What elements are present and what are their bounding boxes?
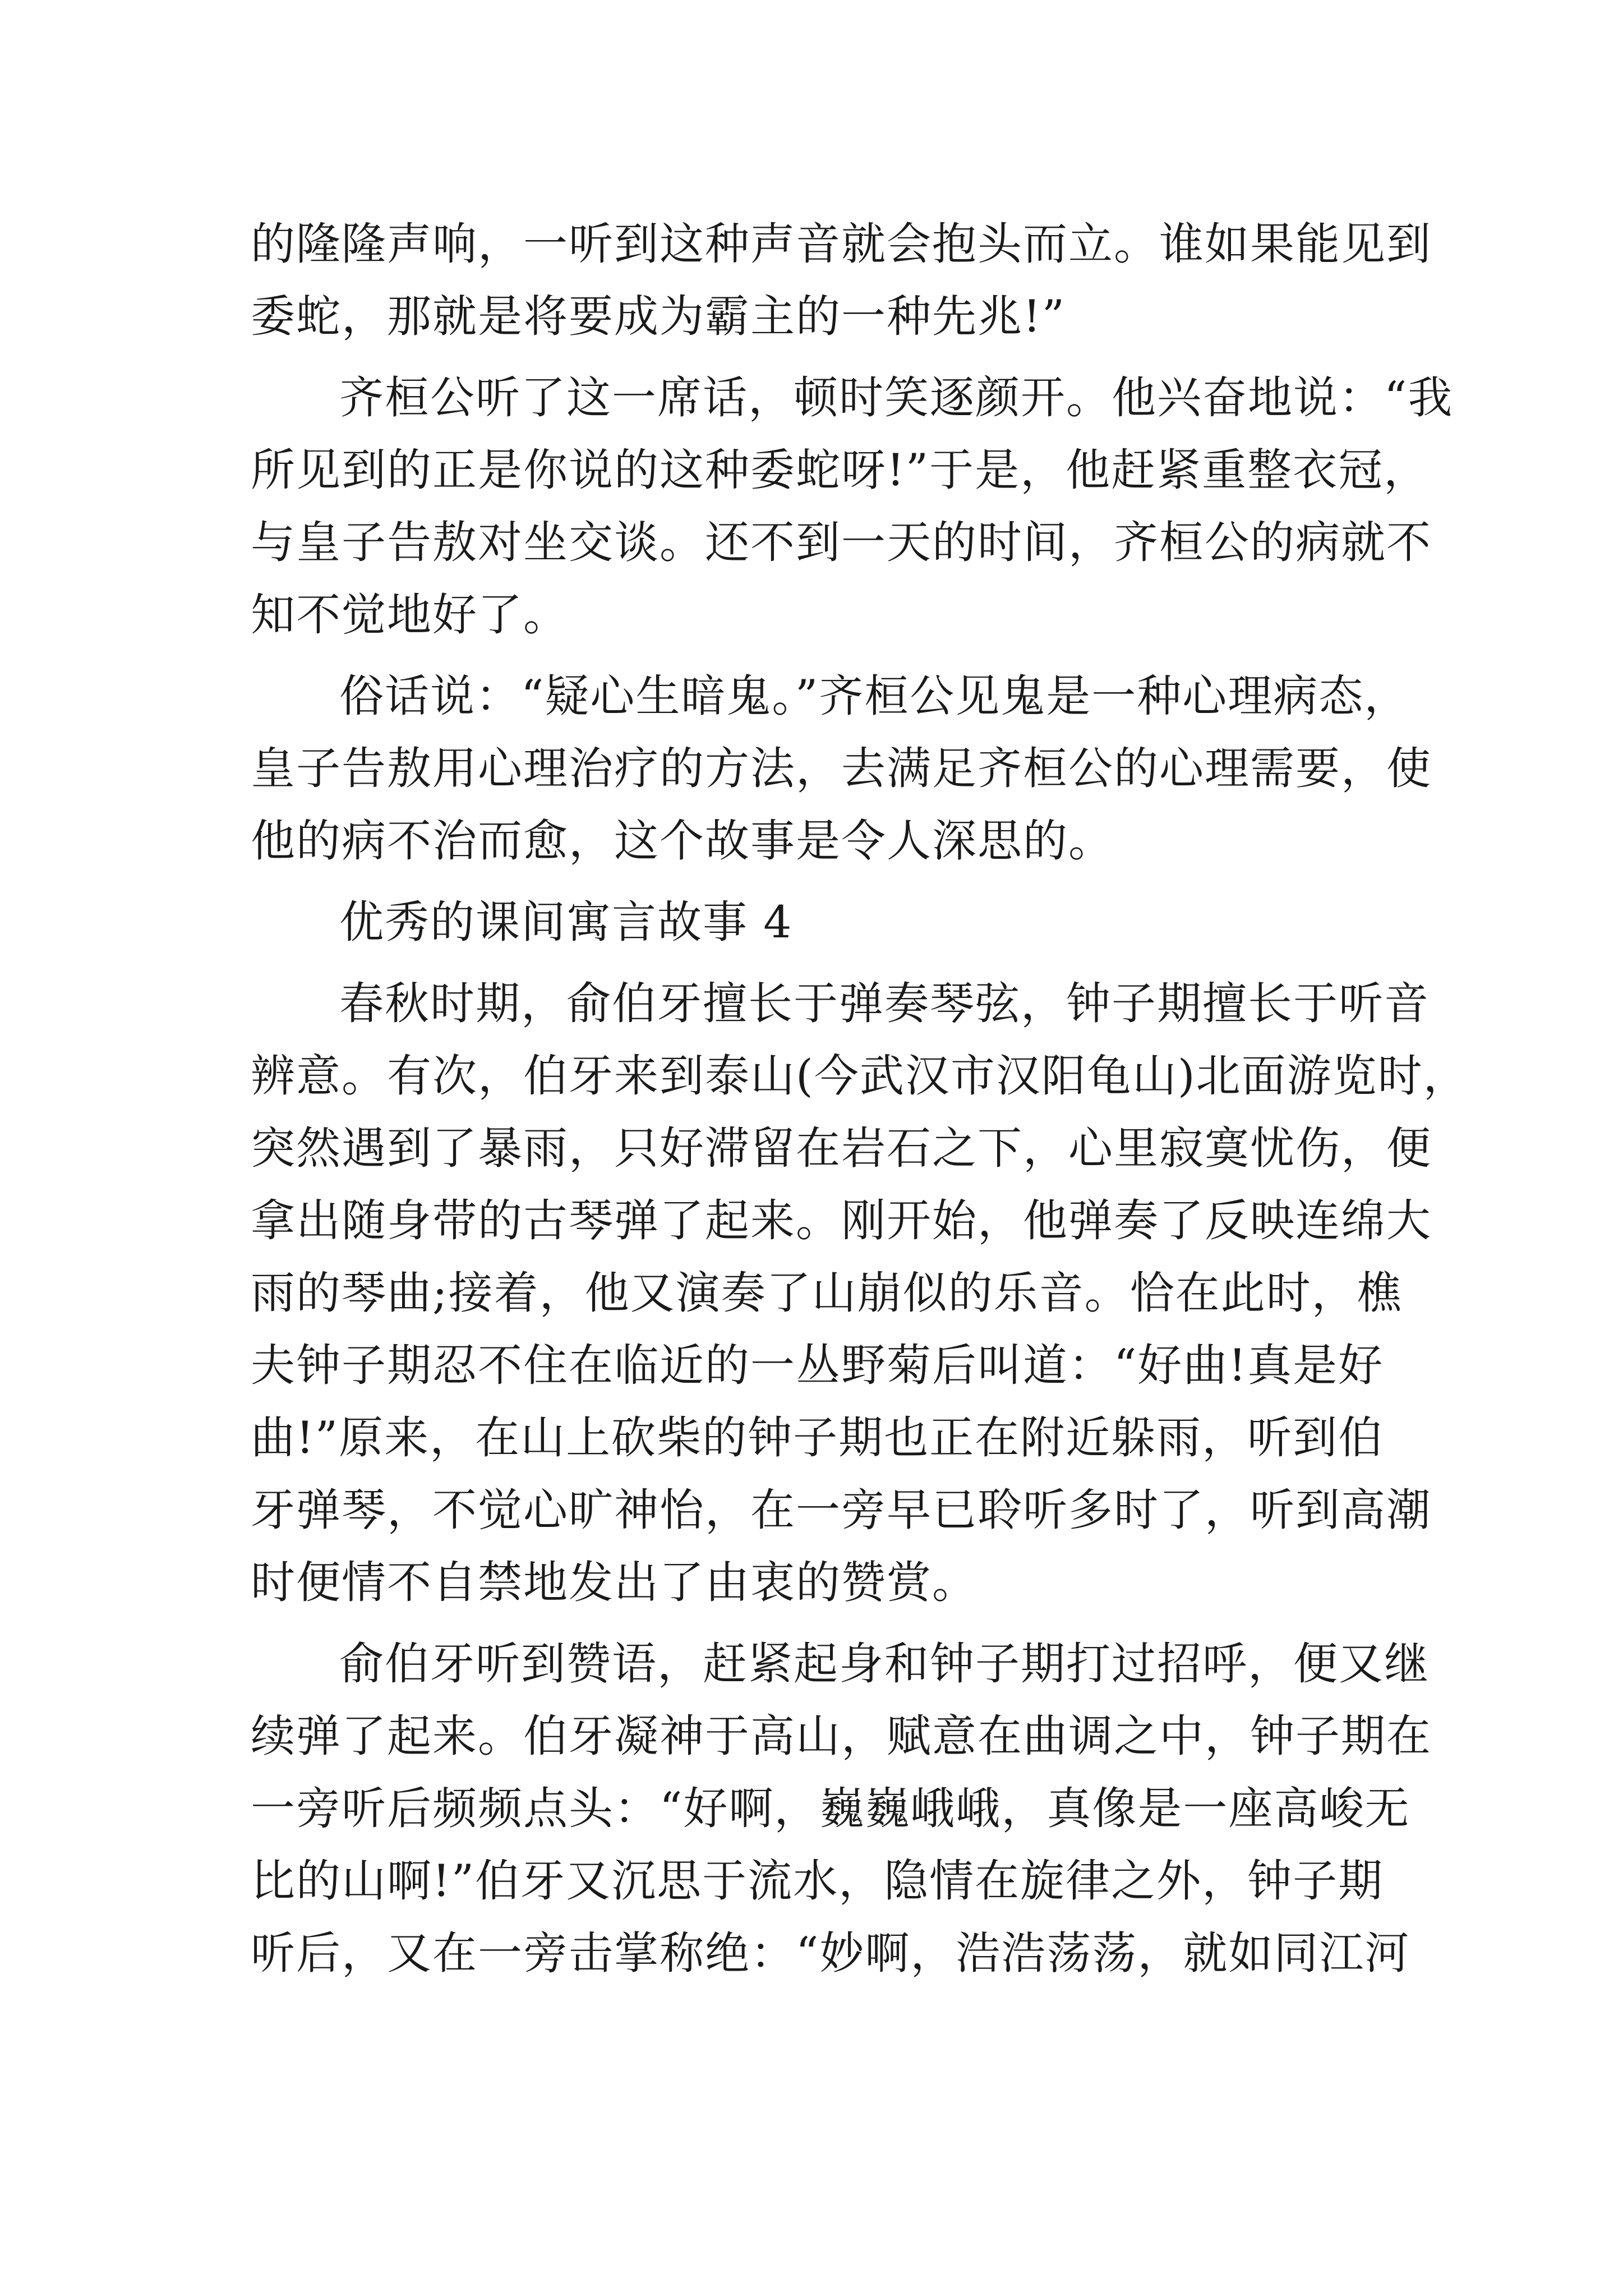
text-line: 曲!”原来，在山上砍柴的钟子期也正在附近躲雨，听到伯 <box>251 1412 1384 1464</box>
text-line: 俗话说：“疑心生暗鬼。”齐桓公见鬼是一种心理病态， <box>339 670 1410 722</box>
text-line: 拿出随身带的古琴弹了起来。刚开始，他弹奏了反映连绵大 <box>251 1195 1432 1246</box>
text-line: 俞伯牙听到赞语，赶紧起身和钟子期打过招呼，便又继 <box>339 1638 1430 1690</box>
text-line: 时便情不自禁地发出了由衷的赞赏。 <box>251 1557 978 1608</box>
text-line: 与皇子告敖对坐交谈。还不到一天的时间，齐桓公的病就不 <box>251 517 1432 568</box>
text-line: 听后，又在一旁击掌称绝：“妙啊，浩浩荡荡，就如同江河 <box>251 1927 1410 1979</box>
text-line: 牙弹琴，不觉心旷神怡，在一旁早已聆听多时了，听到高潮 <box>251 1484 1432 1536</box>
text-line: 雨的琴曲;接着，他又演奏了山崩似的乐音。恰在此时，樵 <box>251 1267 1403 1319</box>
text-line: 春秋时期，俞伯牙擅长于弹奏琴弦，钟子期擅长于听音 <box>339 978 1430 1029</box>
text-line: 他的病不治而愈，这个故事是令人深思的。 <box>251 815 1114 867</box>
text-line: 皇子告敖用心理治疗的方法，去满足齐桓公的心理需要，使 <box>251 743 1432 794</box>
text-line: 辨意。有次，伯牙来到泰山(今武汉市汉阳龟山)北面游览时， <box>251 1050 1469 1102</box>
text-line: 所见到的正是你说的这种委蛇呀!”于是，他赶紧重整衣冠， <box>251 444 1430 496</box>
text-line: 的隆隆声响，一听到这种声音就会抱头而立。谁如果能见到 <box>251 218 1432 270</box>
text-line: 夫钟子期忍不住在临近的一丛野菊后叫道：“好曲!真是好 <box>251 1340 1384 1391</box>
text-line: 一旁听后频频点头：“好啊，巍巍峨峨，真像是一座高峻无 <box>251 1783 1410 1834</box>
text-line: 知不觉地好了。 <box>251 589 569 641</box>
text-line: 委蛇，那就是将要成为霸主的一种先兆!” <box>251 291 1066 342</box>
text-line: 比的山啊!”伯牙又沉思于流水，隐情在旋律之外，钟子期 <box>251 1855 1384 1907</box>
section-heading: 优秀的课间寓言故事 4 <box>339 896 793 948</box>
text-line: 齐桓公听了这一席话，顿时笑逐颜开。他兴奋地说：“我 <box>339 372 1454 424</box>
text-line: 突然遇到了暴雨，只好滞留在岩石之下，心里寂寞忧伤，便 <box>251 1122 1432 1174</box>
text-line: 续弹了起来。伯牙凝神于高山，赋意在曲调之中，钟子期在 <box>251 1710 1432 1762</box>
